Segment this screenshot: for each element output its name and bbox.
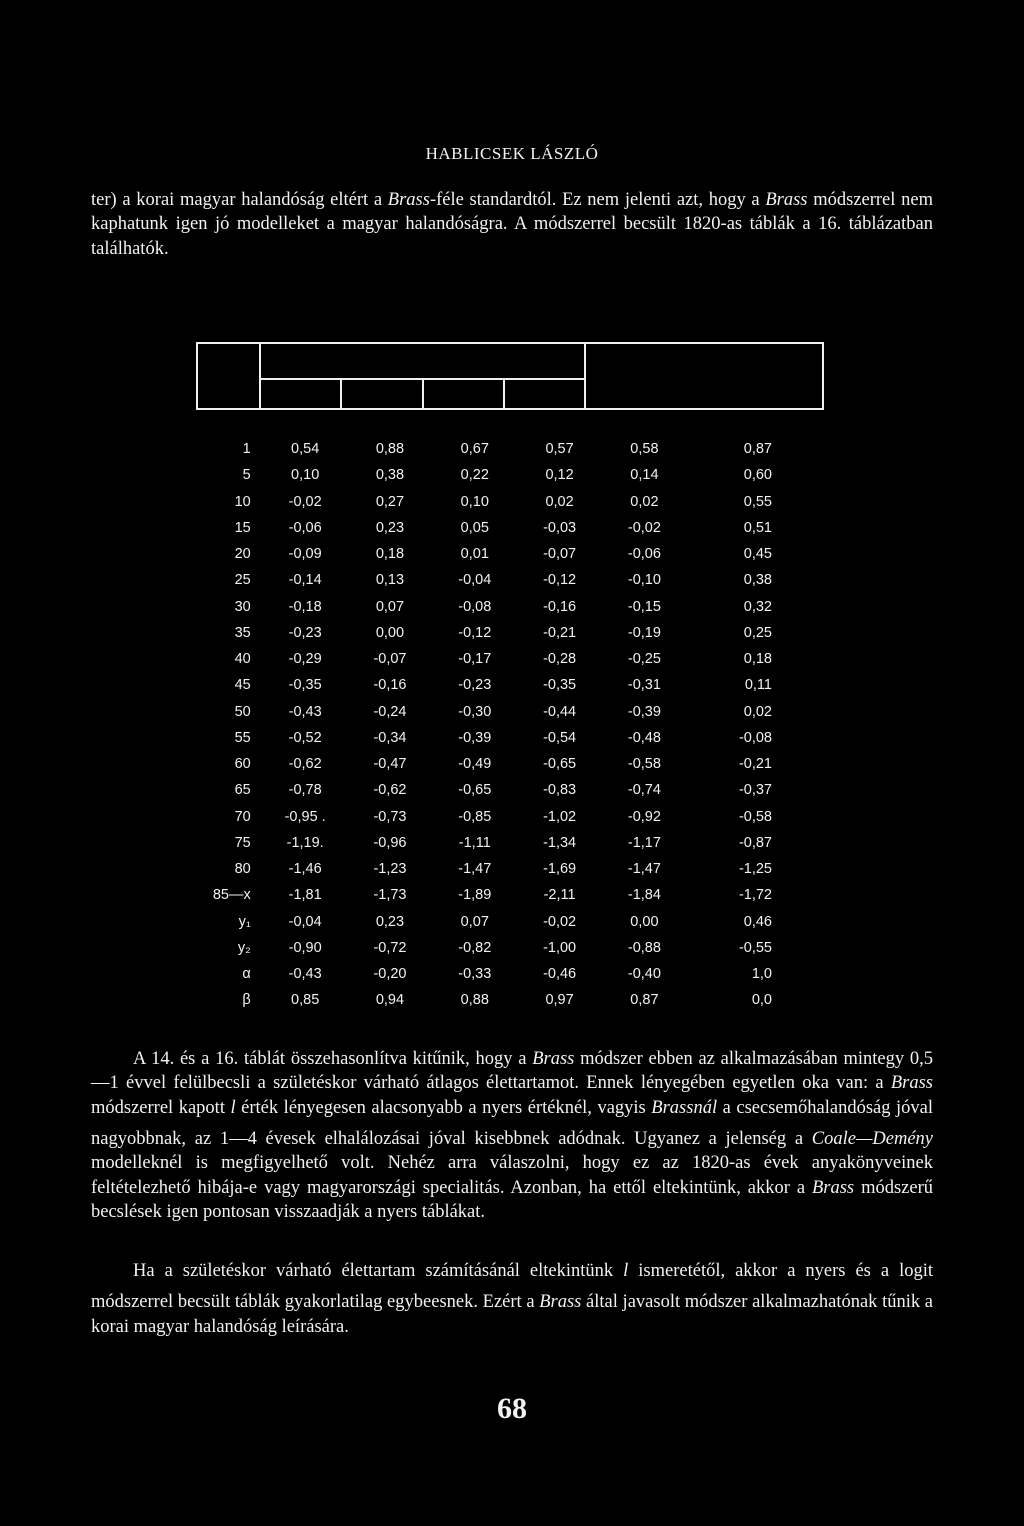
table-cell: 0,11 <box>744 677 772 694</box>
table-cell: 0,12 <box>545 467 574 484</box>
intro-paragraph <box>91 188 933 261</box>
table-cell: -0,09 <box>288 546 322 563</box>
main-brass-1: Brass <box>532 1049 575 1069</box>
table-cell: 0,46 <box>743 913 772 930</box>
table-cell: 0,05 <box>460 519 489 536</box>
table-cell: 0,38 <box>743 572 772 589</box>
table-cell: 0,88 <box>375 441 405 458</box>
table-cell: -0,07 <box>543 546 577 563</box>
table-cell: 0,01 <box>460 546 489 563</box>
table-cell: 0,85 <box>291 992 320 1009</box>
page-header: HABLICSEK LÁSZLÓ <box>425 144 599 163</box>
table-cell: 0,58 <box>630 441 659 458</box>
table-cell: -0,31 <box>627 677 661 694</box>
table-cell: -1,47 <box>458 861 492 878</box>
table-cell: -0,07 <box>373 651 407 668</box>
table-cell: -0,02 <box>288 493 322 510</box>
table-cell: 0,94 <box>375 992 405 1009</box>
table-cell: -0,02 <box>543 913 577 930</box>
table-cell: -0,16 <box>543 598 577 615</box>
table-cell: 0,02 <box>630 493 659 510</box>
intro-brass-1: Brass <box>387 190 430 210</box>
table-row <box>180 646 780 672</box>
table-cell: -0,48 <box>627 729 661 746</box>
table-cell: 0,23 <box>375 519 405 536</box>
table-cell: 0,60 <box>743 467 772 484</box>
row-label: 70 <box>234 808 251 825</box>
table-cell: -0,06 <box>288 519 322 536</box>
main-text-1: A 14. és a 16. táblát összehasonlítva kitűnik, hogy a <box>133 1049 533 1069</box>
second-l-symbol: l <box>623 1261 629 1281</box>
table-cell: 0,55 <box>743 493 772 510</box>
table-cell: -0,39 <box>627 703 661 720</box>
table-cell: -0,16 <box>373 677 407 694</box>
table-row <box>180 489 780 515</box>
table-cell: 0,00 <box>630 913 659 930</box>
table-cell: -0,06 <box>627 546 661 563</box>
table-cell: 0,0 <box>751 992 772 1009</box>
row-label: 30 <box>234 598 251 615</box>
main-text-5: a csecsemőhalandóság jóval nagyobbnak, az 1—4 évesek elhalálozásai jóval kisebbnek adódnak. Ugyanez a jelenség a <box>91 1097 934 1149</box>
table-row <box>180 909 780 935</box>
page-number: 68 <box>497 1392 527 1425</box>
row-label: 60 <box>234 756 251 773</box>
table-cell: -0,03 <box>543 519 577 536</box>
table-cell: -1,81 <box>288 887 322 904</box>
row-label: 50 <box>234 703 251 720</box>
table-cell: -0,23 <box>288 624 322 641</box>
row-label: y₂ <box>237 939 251 956</box>
table-row <box>180 462 780 488</box>
second-text-2: ismeretétől, akkor a nyers és a logit módszerrel becsült táblák gyakorlatilag egybeesnek. Ezért a <box>91 1261 933 1313</box>
table-header-grid <box>196 342 824 410</box>
row-label: α <box>242 966 251 983</box>
table-cell: -0,37 <box>738 782 772 799</box>
table-cell: -0,18 <box>288 598 322 615</box>
table-cell: -0,33 <box>458 966 492 983</box>
table-cell: 0,18 <box>375 546 405 563</box>
table-row <box>180 804 780 830</box>
main-text-3: módszerrel kapott <box>91 1097 231 1118</box>
row-label: 75 <box>234 834 251 851</box>
table-cell: -0,52 <box>288 729 322 746</box>
table-cell: -1,17 <box>627 834 661 851</box>
table-cell: -0,87 <box>738 834 772 851</box>
row-label: 5 <box>242 467 251 484</box>
table-cell: -1,47 <box>627 861 661 878</box>
intro-text-3: módszerrel nem kaphatunk igen jó modelleket a magyar halandóságra. A módszerrel becsült 1820-as táblák a 16. táblázatban találhatók. <box>91 190 933 259</box>
table-cell: 0,14 <box>630 467 659 484</box>
table-cell: 0,97 <box>545 992 574 1009</box>
table-cell: 0,45 <box>743 546 772 563</box>
table-cell: 0,87 <box>630 992 659 1009</box>
table-cell: -1,25 <box>738 861 772 878</box>
table-cell: -0,12 <box>458 624 492 641</box>
table-cell: -1,11 <box>458 834 491 851</box>
table-cell: -0,72 <box>373 939 407 956</box>
table-cell: -1,19. <box>286 834 324 851</box>
main-brass-3: Brassnál <box>651 1097 718 1118</box>
second-text-1: Ha a születéskor várható élettartam számításánál eltekintünk <box>133 1261 624 1281</box>
row-label: 85—x <box>212 887 251 904</box>
table-cell: 0,22 <box>460 467 489 484</box>
table-cell: -0,29 <box>288 651 322 668</box>
table-cell: -0,62 <box>288 756 322 773</box>
table-cell: -1,34 <box>543 834 577 851</box>
mortality-table <box>180 436 780 1014</box>
main-l-symbol: l <box>230 1097 236 1118</box>
table-cell: 0,07 <box>375 598 405 615</box>
table-cell: 0,54 <box>291 441 320 458</box>
table-row <box>180 594 780 620</box>
table-row <box>180 725 780 751</box>
table-cell: -0,15 <box>627 598 661 615</box>
table-cell: -0,04 <box>288 913 322 930</box>
table-cell: -0,24 <box>373 703 407 720</box>
table-cell: 0,32 <box>743 598 772 615</box>
row-label: 10 <box>234 493 251 510</box>
row-label: 25 <box>234 572 251 589</box>
table-cell: -2,11 <box>543 887 576 904</box>
intro-text-2: -féle standardtól. Ez nem jelenti azt, hogy a <box>429 190 766 210</box>
intro-brass-2: Brass <box>765 190 808 210</box>
table-cell: -0,55 <box>738 939 772 956</box>
table-cell: -0,34 <box>373 729 407 746</box>
table-cell: -0,54 <box>543 729 577 746</box>
table-cell: -0,02 <box>627 519 661 536</box>
main-text-4: érték lényegesen alacsonyabb a nyers értéknél, vagyis <box>235 1097 652 1118</box>
table-row <box>180 436 780 462</box>
row-label: y₁ <box>238 913 251 930</box>
table-cell: -0,21 <box>543 624 577 641</box>
table-cell: 0,13 <box>375 572 405 589</box>
table-cell: -1,46 <box>288 861 322 878</box>
table-cell: -0,08 <box>738 729 772 746</box>
table-cell: -1,02 <box>543 808 577 825</box>
table-cell: -0,82 <box>458 939 492 956</box>
table-cell: 0,88 <box>460 992 489 1009</box>
row-label: 20 <box>234 546 251 563</box>
table-cell: -1,73 <box>373 887 407 904</box>
row-label: 35 <box>234 624 251 641</box>
table-cell: -0,58 <box>738 808 772 825</box>
table-cell: -0,21 <box>738 756 772 773</box>
table-cell: -0,28 <box>543 651 577 668</box>
main-brass-2: Brass <box>890 1073 933 1094</box>
row-label: 15 <box>234 519 251 536</box>
second-text-3: által javasolt módszer alkalmazhatónak tűnik a korai magyar halandóság leírására. <box>91 1292 934 1337</box>
table-cell: -0,83 <box>543 782 577 799</box>
main-text-2: módszer ebben az alkalmazásában mintegy 0,5—1 évvel felülbecsli a születéskor várható átlagos élettartamot. Ennek lényegében egyetlen oka van: a <box>91 1049 933 1094</box>
table-cell: 0,07 <box>460 913 489 930</box>
table-cell: 0,67 <box>460 441 489 458</box>
table-cell: 0,87 <box>743 441 772 458</box>
table-cell: 0,02 <box>545 493 574 510</box>
table-cell: 0,23 <box>375 913 405 930</box>
second-paragraph <box>91 1259 933 1339</box>
table-cell: -0,90 <box>288 939 322 956</box>
table-row <box>180 777 780 803</box>
intro-text-1: ter) a korai magyar halandóság eltért a <box>91 190 388 210</box>
table-row <box>180 699 780 725</box>
main-coale-demeny: Coale—Demény <box>811 1128 933 1149</box>
table-cell: -0,92 <box>627 808 661 825</box>
table-row <box>180 515 780 541</box>
table-cell: 0,00 <box>375 624 405 641</box>
table-cell: -0,73 <box>373 808 407 825</box>
table-cell: -0,39 <box>458 729 492 746</box>
table-cell: 0,51 <box>743 519 772 536</box>
table-cell: -0,65 <box>458 782 492 799</box>
table-cell: 1,0 <box>751 966 772 983</box>
table-cell: -0,49 <box>458 756 492 773</box>
table-cell: -0,43 <box>288 966 322 983</box>
table-row <box>180 620 780 646</box>
table-cell: -0,46 <box>543 966 577 983</box>
table-cell: 0,18 <box>743 651 772 668</box>
row-label: 40 <box>234 651 251 668</box>
main-text-7: módszerű becslések igen pontosan visszaadják a nyers táblákat. <box>91 1177 933 1223</box>
table-cell: -0,85 <box>458 808 492 825</box>
table-cell: -0,04 <box>458 572 492 589</box>
table-row <box>180 567 780 593</box>
table-cell: -0,74 <box>627 782 661 799</box>
table-cell: -0,96 <box>373 834 407 851</box>
table-cell: -0,20 <box>373 966 407 983</box>
table-cell: -0,12 <box>543 572 577 589</box>
table-cell: 0,10 <box>460 493 489 510</box>
table-cell: -0,30 <box>458 703 492 720</box>
table-cell: -1,72 <box>738 887 772 904</box>
table-cell: -0,47 <box>373 756 407 773</box>
table-cell: -0,78 <box>288 782 322 799</box>
table-cell: -1,89 <box>458 887 492 904</box>
table-row <box>180 882 780 908</box>
table-cell: -0,43 <box>288 703 322 720</box>
main-text-6: modelleknél is megfigyelhető volt. Nehéz arra válaszolni, hogy ez az 1820-as évek anyakönyveinek feltételezhető hibája-e vagy magyarországi specialitás. Azonban, ha ettől eltekintünk, akkor a <box>91 1153 933 1198</box>
table-cell: -1,69 <box>543 861 577 878</box>
table-row <box>180 987 780 1013</box>
row-label: 1 <box>242 441 251 458</box>
table-cell: -0,65 <box>543 756 577 773</box>
table-cell: -0,19 <box>627 624 661 641</box>
table-cell: -0,95 . <box>284 808 326 825</box>
main-brass-4: Brass <box>811 1177 855 1198</box>
row-label: 65 <box>234 782 251 799</box>
table-cell: -0,08 <box>458 598 492 615</box>
row-label: 80 <box>234 861 251 878</box>
table-cell: -0,14 <box>288 572 322 589</box>
row-label: β <box>242 992 251 1009</box>
table-cell: -0,10 <box>627 572 661 589</box>
table-cell: 0,57 <box>545 441 574 458</box>
table-cell: -1,00 <box>543 939 577 956</box>
table-cell: -0,35 <box>288 677 322 694</box>
table-cell: -0,40 <box>627 966 661 983</box>
second-brass-1: Brass <box>539 1292 582 1313</box>
table-row <box>180 856 780 882</box>
table-row <box>180 935 780 961</box>
table-cell: -0,25 <box>627 651 661 668</box>
table-cell: -0,44 <box>543 703 577 720</box>
table-cell: -0,35 <box>543 677 577 694</box>
table-cell: 0,10 <box>291 467 320 484</box>
table-cell: 0,02 <box>743 703 772 720</box>
table-cell: -0,17 <box>458 651 492 668</box>
table-row <box>180 961 780 987</box>
table-cell: -0,88 <box>627 939 661 956</box>
table-cell: 0,25 <box>743 624 772 641</box>
table-cell: 0,27 <box>375 493 405 510</box>
row-label: 45 <box>234 677 251 694</box>
main-paragraph <box>91 1047 933 1225</box>
table-row <box>180 672 780 698</box>
table-cell: -0,62 <box>373 782 407 799</box>
table-cell: -1,23 <box>373 861 407 878</box>
table-cell: -1,84 <box>627 887 661 904</box>
table-row <box>180 541 780 567</box>
row-label: 55 <box>234 729 251 746</box>
table-cell: 0,38 <box>375 467 405 484</box>
table-cell: -0,23 <box>458 677 492 694</box>
table-cell: -0,58 <box>627 756 661 773</box>
table-row <box>180 751 780 777</box>
table-row <box>180 830 780 856</box>
